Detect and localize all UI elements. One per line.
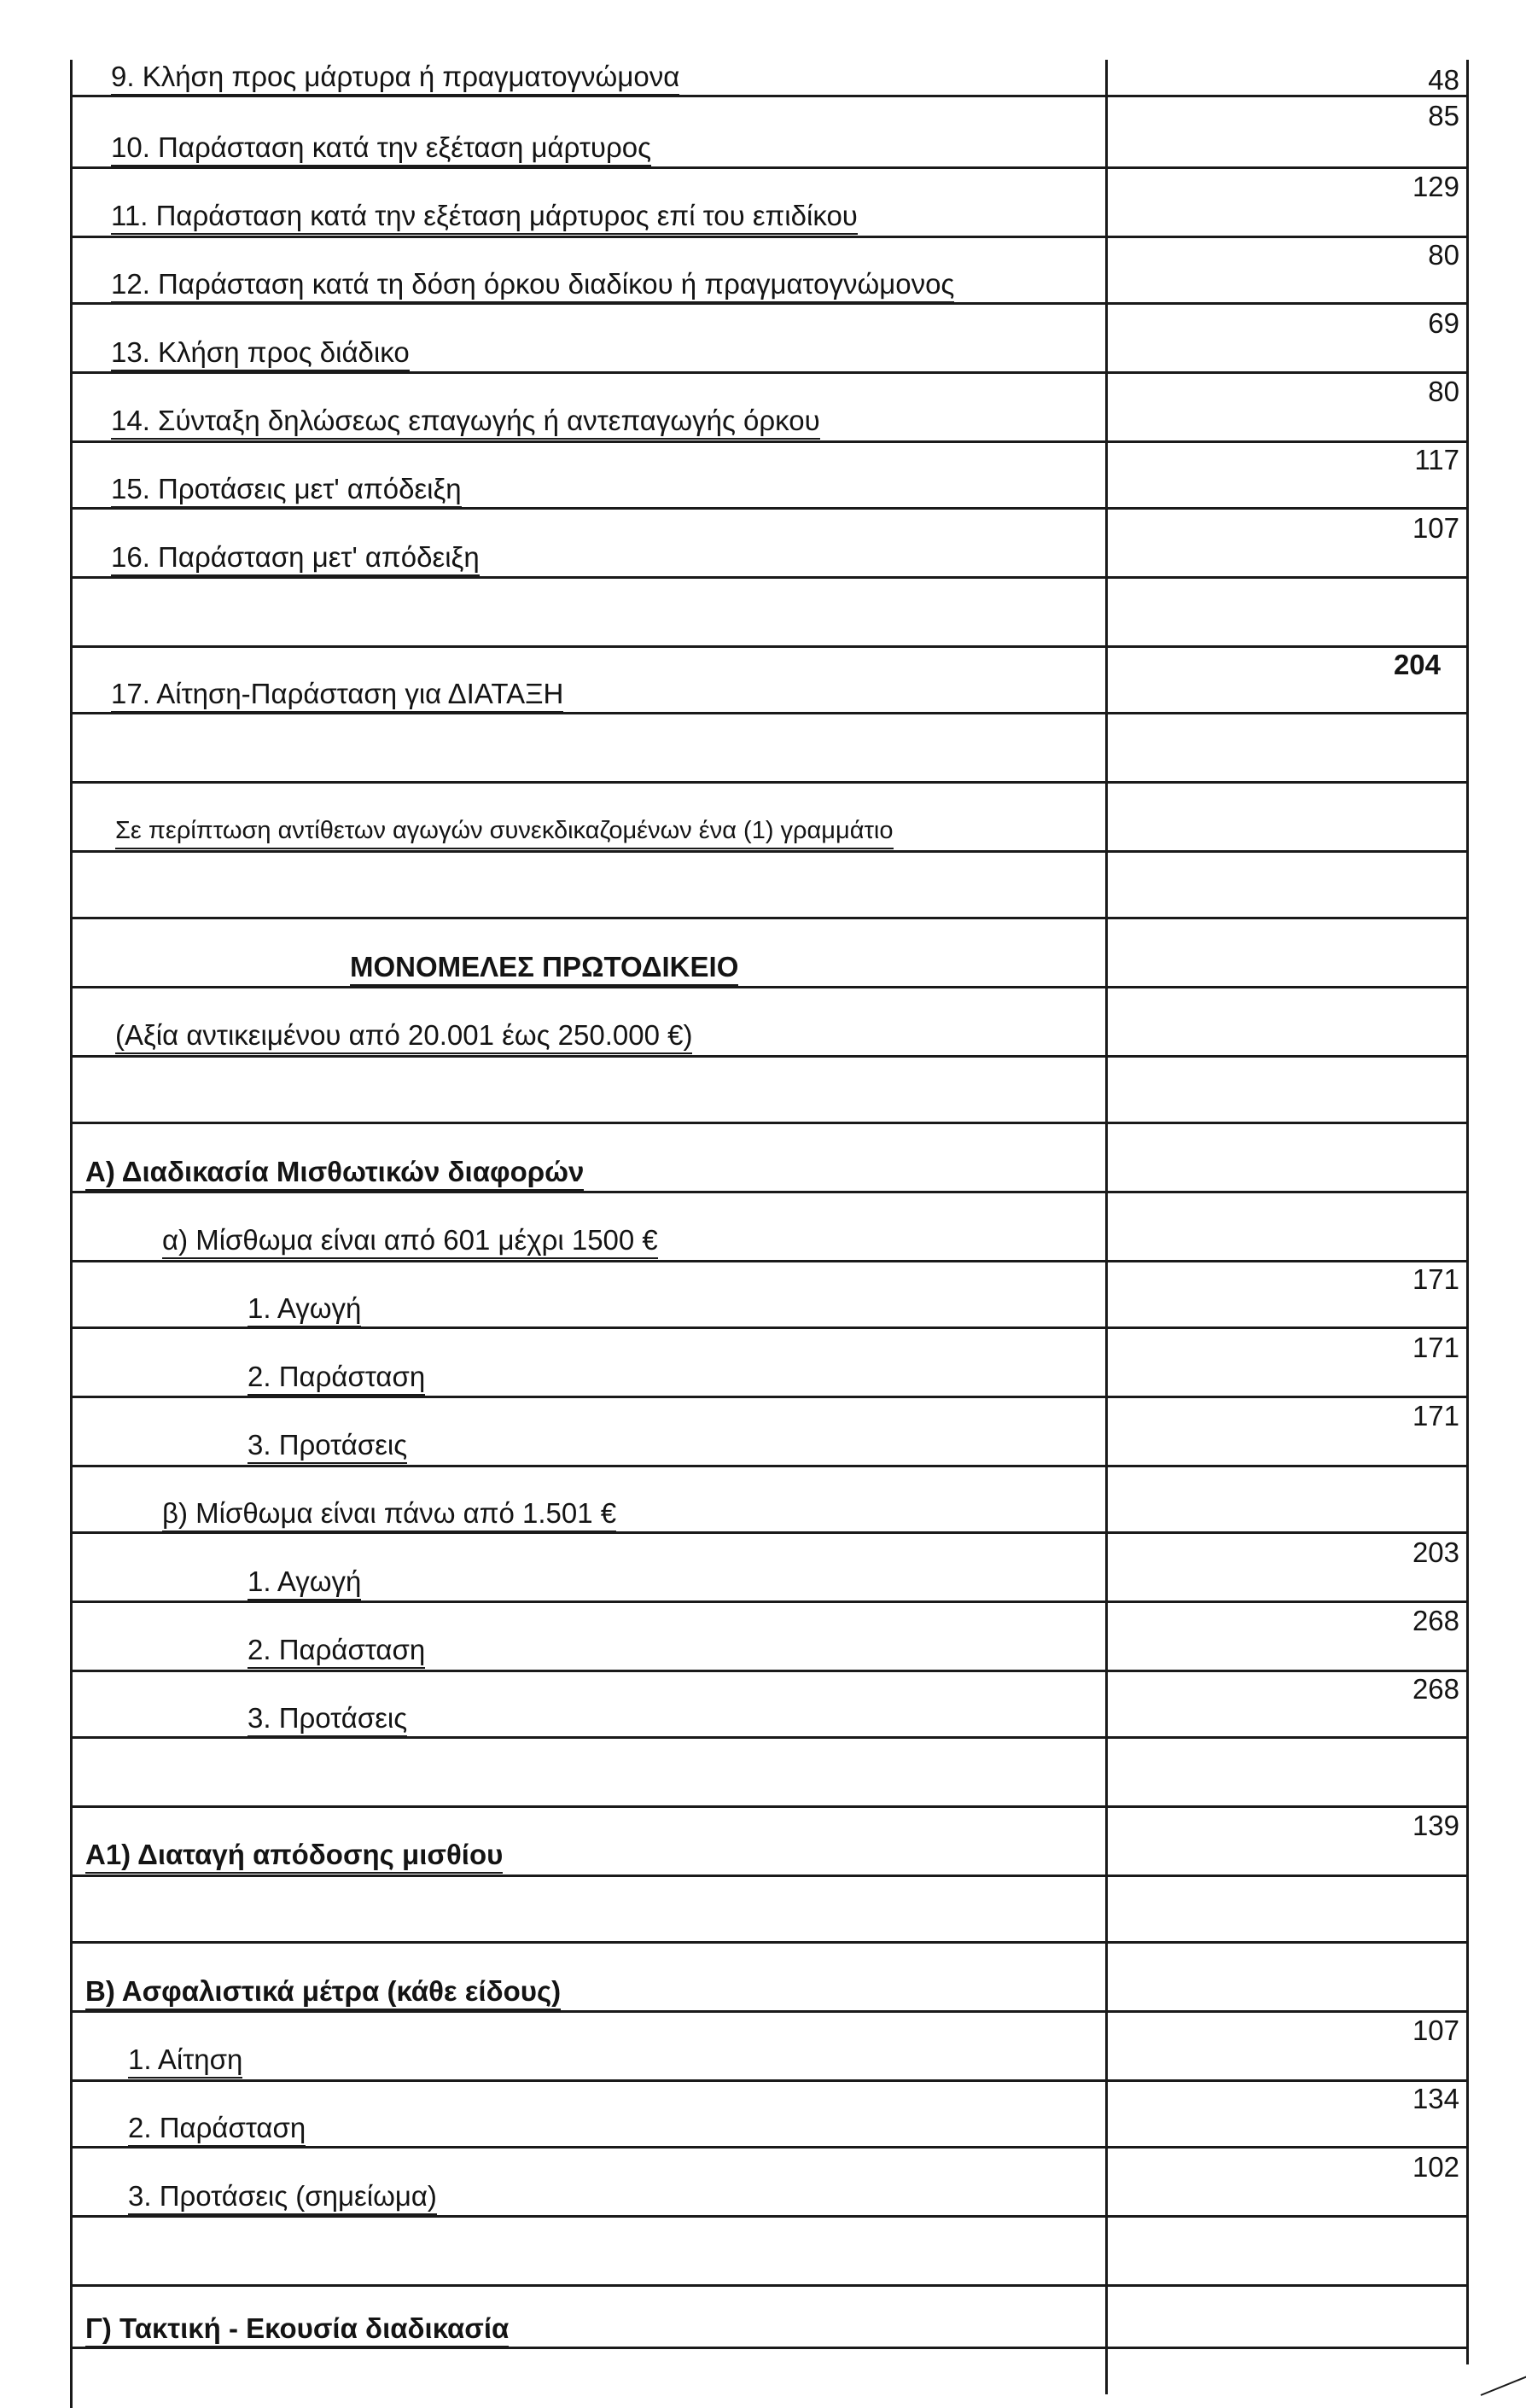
fee-amount: 171 bbox=[1412, 1263, 1459, 1295]
section-title: Β) Ασφαλιστικά μέτρα (κάθε είδους) bbox=[85, 1974, 561, 2010]
fee-amount: 102 bbox=[1412, 2151, 1459, 2183]
row-label: Σε περίπτωση αντίθετων αγωγών συνεκδικαζομένων ένα (1) γραμμάτιο bbox=[115, 813, 894, 849]
row-rule bbox=[70, 1941, 1468, 1944]
section-title: Γ) Τακτική - Εκουσία διαδικασία bbox=[85, 2312, 509, 2347]
row-label: 3. Προτάσεις bbox=[248, 1701, 407, 1737]
row-label: 2. Παράσταση bbox=[248, 1633, 425, 1669]
row-label: 14. Σύνταξη δηλώσεως επαγωγής ή αντεπαγωγής όρκου bbox=[111, 404, 820, 440]
row-rule bbox=[70, 1191, 1468, 1193]
row-label: 15. Προτάσεις μετ' απόδειξη bbox=[111, 472, 462, 508]
row-label: 12. Παράσταση κατά τη δόση όρκου διαδίκου ή πραγματογνώμονος bbox=[111, 267, 954, 303]
fee-amount: 107 bbox=[1412, 2014, 1459, 2046]
fee-amount: 48 bbox=[1428, 64, 1459, 96]
fee-amount: 85 bbox=[1428, 100, 1459, 131]
row-rule bbox=[70, 236, 1468, 238]
row-rule bbox=[70, 781, 1468, 784]
fee-amount: 203 bbox=[1412, 1536, 1459, 1568]
row-rule bbox=[70, 917, 1468, 919]
row-rule bbox=[70, 166, 1468, 169]
row-label: 3. Προτάσεις (σημείωμα) bbox=[128, 2179, 437, 2215]
left-border bbox=[70, 60, 73, 2408]
row-label: 1. Αίτηση bbox=[128, 2043, 242, 2079]
row-label: 16. Παράσταση μετ' απόδειξη bbox=[111, 540, 480, 576]
row-rule bbox=[70, 850, 1468, 853]
row-rule bbox=[70, 1600, 1468, 1603]
row-label: β) Μίσθωμα είναι πάνω από 1.501 € bbox=[162, 1496, 616, 1532]
section-title: Α) Διαδικασία Μισθωτικών διαφορών bbox=[85, 1155, 584, 1191]
row-rule bbox=[70, 440, 1468, 443]
fee-amount: 129 bbox=[1412, 171, 1459, 202]
row-rule bbox=[70, 371, 1468, 374]
section-title: Α1) Διαταγή απόδοσης μισθίου bbox=[85, 1838, 503, 1874]
fee-amount: 80 bbox=[1428, 239, 1459, 271]
right-border bbox=[1466, 60, 1469, 2364]
row-rule bbox=[70, 1122, 1468, 1124]
fee-amount: 69 bbox=[1428, 307, 1459, 339]
row-label: 13. Κλήση προς διάδικο bbox=[111, 335, 410, 371]
row-rule bbox=[70, 2079, 1468, 2082]
row-label: 11. Παράσταση κατά την εξέταση μάρτυρος επί του επιδίκου bbox=[111, 199, 858, 235]
column-divider bbox=[1105, 60, 1108, 2394]
fee-amount: 268 bbox=[1412, 1605, 1459, 1636]
row-rule bbox=[70, 1805, 1468, 1808]
fee-amount: 171 bbox=[1412, 1400, 1459, 1431]
row-label: 17. Αίτηση-Παράσταση για ΔΙΑΤΑΞΗ bbox=[111, 677, 563, 713]
fee-amount: 204 bbox=[1393, 649, 1441, 680]
row-rule bbox=[70, 576, 1468, 579]
fee-amount: 117 bbox=[1414, 444, 1459, 475]
row-label: 1. Αγωγή bbox=[248, 1565, 361, 1600]
row-label: α) Μίσθωμα είναι από 601 μέχρι 1500 € bbox=[162, 1223, 658, 1259]
fee-amount: 80 bbox=[1428, 376, 1459, 407]
row-label: 3. Προτάσεις bbox=[248, 1428, 407, 1464]
fee-amount: 107 bbox=[1412, 512, 1459, 544]
row-rule bbox=[70, 1055, 1468, 1058]
fee-amount: 134 bbox=[1412, 2083, 1459, 2114]
row-rule bbox=[70, 2215, 1468, 2218]
row-rule bbox=[70, 645, 1468, 648]
fee-amount: 268 bbox=[1412, 1673, 1459, 1705]
row-rule bbox=[70, 1465, 1468, 1467]
row-label: (Αξία αντικειμένου από 20.001 έως 250.000 €) bbox=[115, 1018, 692, 1054]
fee-amount: 139 bbox=[1412, 1810, 1459, 1841]
row-label: 2. Παράσταση bbox=[248, 1360, 425, 1396]
row-label: 2. Παράσταση bbox=[128, 2111, 306, 2147]
row-rule bbox=[70, 1670, 1468, 1672]
row-label: 9. Κλήση προς μάρτυρα ή πραγματογνώμονα bbox=[111, 60, 679, 96]
row-rule bbox=[70, 2010, 1468, 2013]
section-heading: ΜΟΝΟΜΕΛΕΣ ΠΡΩΤΟΔΙΚΕΙΟ bbox=[350, 950, 738, 986]
row-rule bbox=[70, 1396, 1468, 1398]
row-rule bbox=[70, 986, 1468, 988]
row-rule bbox=[70, 1875, 1468, 1877]
fee-amount: 171 bbox=[1412, 1332, 1459, 1363]
row-rule bbox=[70, 2284, 1468, 2287]
corner-mark bbox=[1481, 2376, 1526, 2396]
row-label: 10. Παράσταση κατά την εξέταση μάρτυρος bbox=[111, 131, 651, 166]
row-label: 1. Αγωγή bbox=[248, 1291, 361, 1327]
row-rule bbox=[70, 1260, 1468, 1262]
